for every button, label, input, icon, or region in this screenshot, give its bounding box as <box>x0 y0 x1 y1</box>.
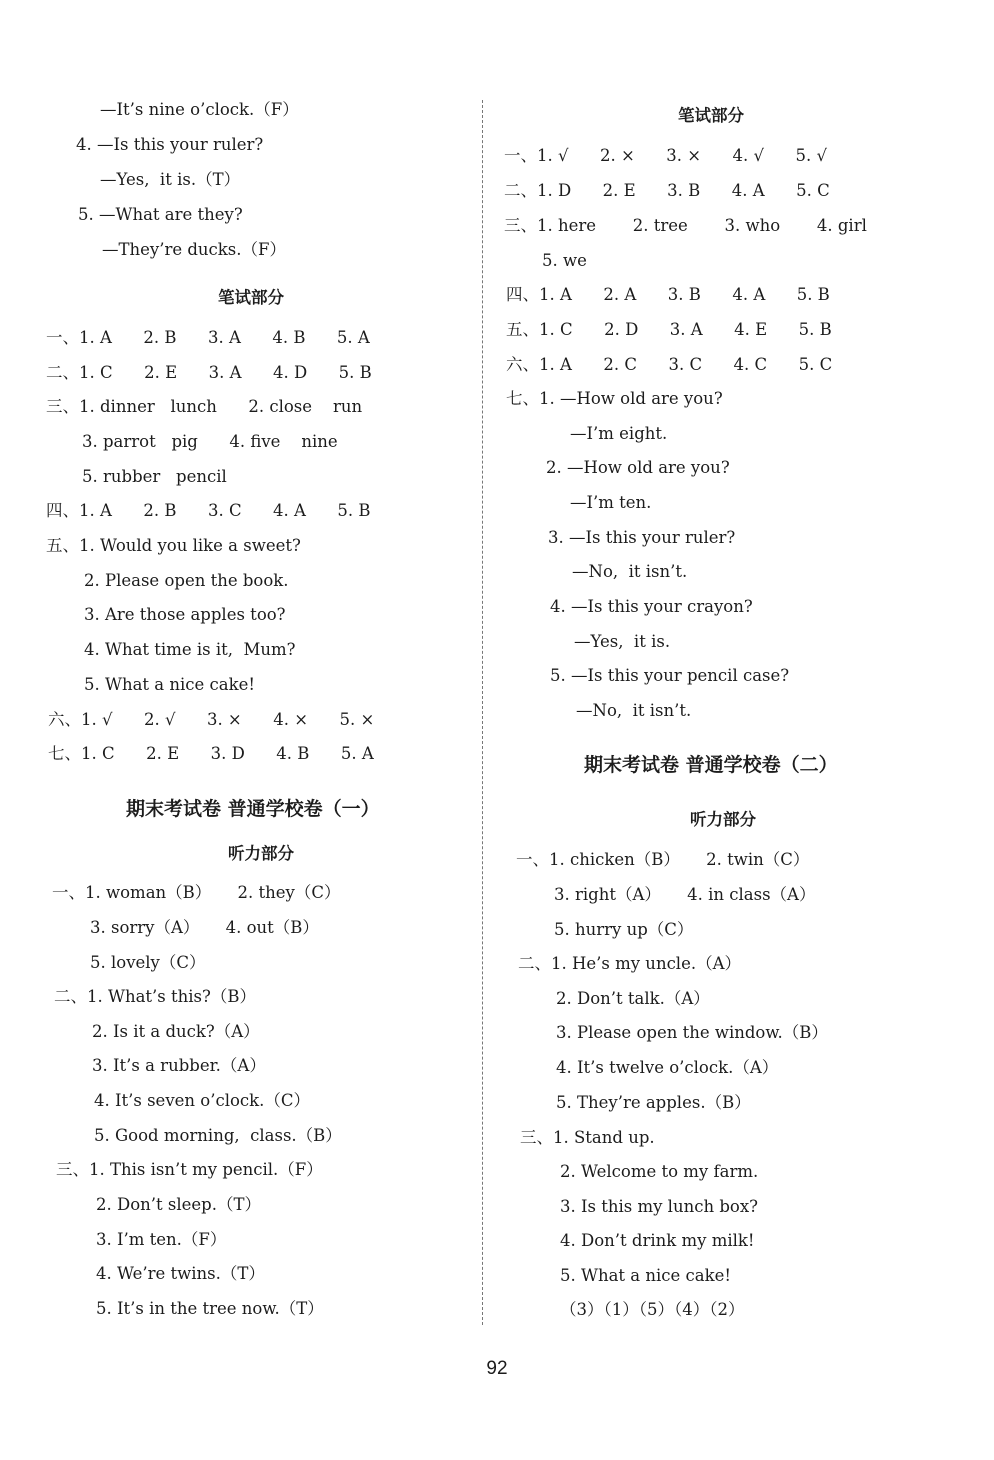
answer-line: 5. —What are they? <box>78 205 243 224</box>
column-divider <box>482 100 483 1325</box>
answer-line: 七、1. —How old are you? <box>506 389 723 408</box>
answer-line: 3. sorry（A） 4. out（B） <box>90 918 319 937</box>
section-heading-written: 笔试部分 <box>678 106 744 125</box>
answer-line: 二、1. What’s this?（B） <box>54 987 256 1006</box>
answer-line: 4. —Is this your ruler? <box>76 135 264 154</box>
answer-line: 五、1. C 2. D 3. A 4. E 5. B <box>506 320 832 339</box>
answer-line: （3）（1）（5）（4）（2） <box>560 1300 745 1319</box>
answer-line: —I’m ten. <box>570 493 652 512</box>
section-heading-written: 笔试部分 <box>218 288 284 307</box>
answer-line: 五、1. Would you like a sweet? <box>46 536 301 555</box>
answer-line: 5. hurry up（C） <box>554 920 694 939</box>
answer-line: 一、1. √ 2. × 3. × 4. √ 5. √ <box>504 146 828 165</box>
section-heading-listening: 听力部分 <box>228 844 294 863</box>
answer-line: 4. It’s seven o’clock.（C） <box>94 1091 311 1110</box>
answer-line: 3. Is this my lunch box? <box>560 1197 758 1216</box>
answer-line: 5. What a nice cake! <box>560 1266 731 1285</box>
answer-line: 2. —How old are you? <box>546 458 730 477</box>
answer-line: 一、1. woman（B） 2. they（C） <box>52 883 341 902</box>
answer-line: 5. It’s in the tree now.（T） <box>96 1299 324 1318</box>
answer-line: —No, it isn’t. <box>572 562 688 581</box>
answer-line: 2. Don’t sleep.（T） <box>96 1195 261 1214</box>
answer-line: 2. Please open the book. <box>84 571 289 590</box>
answer-line: 二、1. D 2. E 3. B 4. A 5. C <box>504 181 830 200</box>
answer-line: 4. Don’t drink my milk! <box>560 1231 755 1250</box>
answer-line: 4. —Is this your crayon? <box>550 597 753 616</box>
answer-line: —Yes, it is. <box>574 632 671 651</box>
answer-line: 2. Don’t talk.（A） <box>556 989 710 1008</box>
answer-line: 二、1. C 2. E 3. A 4. D 5. B <box>46 363 372 382</box>
answer-line: 3. Please open the window.（B） <box>556 1023 828 1042</box>
answer-line: 5. Good morning, class.（B） <box>94 1126 342 1145</box>
answer-line: 2. Welcome to my farm. <box>560 1162 759 1181</box>
answer-line: 3. I’m ten.（F） <box>96 1230 227 1249</box>
answer-line: 3. Are those apples too? <box>84 605 286 624</box>
answer-line: 七、1. C 2. E 3. D 4. B 5. A <box>48 744 374 763</box>
answer-line: —It’s nine o’clock.（F） <box>100 100 299 119</box>
answer-line: 一、1. chicken（B） 2. twin（C） <box>516 850 810 869</box>
answer-line: 3. parrot pig 4. five nine <box>82 432 338 451</box>
exam-title: 期末考试卷 普通学校卷（二） <box>584 754 838 776</box>
answer-line: 5. —Is this your pencil case? <box>550 666 790 685</box>
answer-line: 5. we <box>542 251 587 270</box>
exam-title: 期末考试卷 普通学校卷（一） <box>126 798 380 820</box>
answer-line: 一、1. A 2. B 3. A 4. B 5. A <box>46 328 370 347</box>
answer-line: 4. It’s twelve o’clock.（A） <box>556 1058 779 1077</box>
answer-line: 5. lovely（C） <box>90 953 206 972</box>
answer-line: —Yes, it is.（T） <box>100 170 241 189</box>
section-heading-listening: 听力部分 <box>690 810 756 829</box>
answer-line: 4. What time is it, Mum? <box>84 640 296 659</box>
answer-line: 四、1. A 2. B 3. C 4. A 5. B <box>46 501 371 520</box>
answer-line: 5. They’re apples.（B） <box>556 1093 751 1112</box>
answer-line: 4. We’re twins.（T） <box>96 1264 265 1283</box>
answer-line: 六、1. A 2. C 3. C 4. C 5. C <box>506 355 833 374</box>
page-number: 92 <box>486 1358 508 1379</box>
answer-line: 3. —Is this your ruler? <box>548 528 736 547</box>
answer-line: 三、1. Stand up. <box>520 1128 655 1147</box>
answer-line: 三、1. dinner lunch 2. close run <box>46 397 363 416</box>
answer-line: 2. Is it a duck?（A） <box>92 1022 260 1041</box>
answer-line: 5. rubber pencil <box>82 467 227 486</box>
answer-line: 二、1. He’s my uncle.（A） <box>518 954 742 973</box>
answer-line: —They’re ducks.（F） <box>102 240 286 259</box>
answer-line: 三、1. This isn’t my pencil.（F） <box>56 1160 323 1179</box>
answer-line: 四、1. A 2. A 3. B 4. A 5. B <box>506 285 830 304</box>
answer-line: 三、1. here 2. tree 3. who 4. girl <box>504 216 867 235</box>
answer-line: 3. It’s a rubber.（A） <box>92 1056 266 1075</box>
answer-line: —I’m eight. <box>570 424 668 443</box>
answer-line: 3. right（A） 4. in class（A） <box>554 885 816 904</box>
answer-line: 5. What a nice cake! <box>84 675 255 694</box>
answer-line: 六、1. √ 2. √ 3. × 4. × 5. × <box>48 710 375 729</box>
answer-line: —No, it isn’t. <box>576 701 692 720</box>
